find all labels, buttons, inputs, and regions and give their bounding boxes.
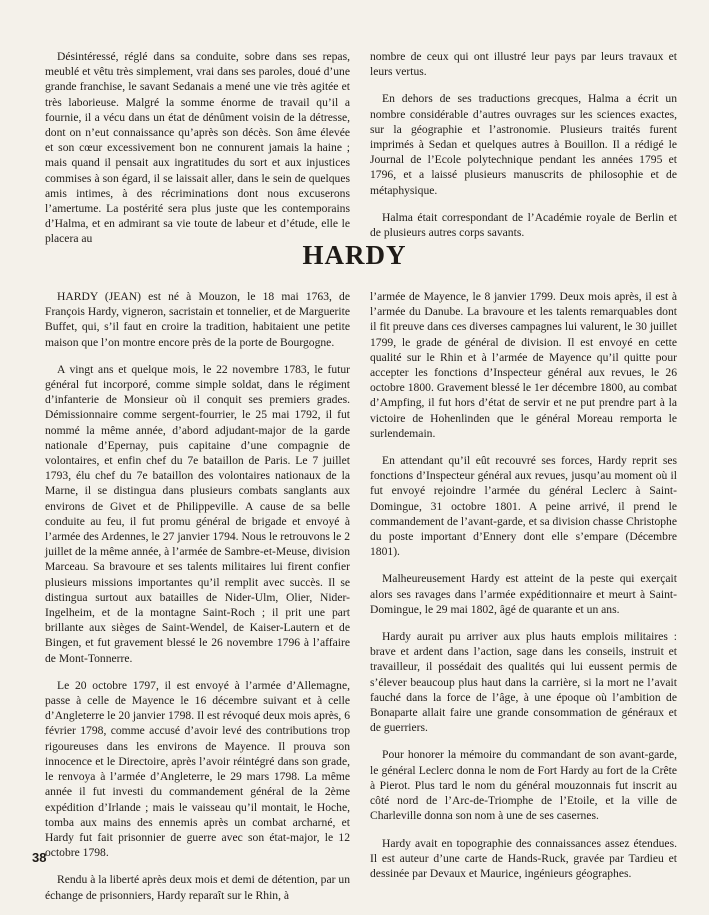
top-left-column [45,49,350,259]
paragraph: En dehors de ses traductions grecques, Halma a écrit un nombre considérable d’autres ouvrages sur les sciences exactes, sur la géographie et l’astronomie. Plusieurs traités furent imprimés à Sedan et quelques autres à Bouillon. Il a rédigé le Journal de l’Ecole polytechnique pendant les années 1795 et 1796, et a laissé plusieurs manuscrits de philosophie et de métaphysique. [370,92,677,197]
paragraph: Rendu à la liberté après deux mois et demi de détention, par un échange de prisonniers, Hardy reparaît sur le Rhin, à [45,873,350,902]
paragraph: Hardy aurait pu arriver aux plus hauts emplois militaires : brave et ardent dans l’action, sage dans les conseils, instruit et travailleur, il possédait des qualités qui lui eussent permis de s’élever beaucoup plus haut dans la carrière, si la mort ne l’avait fauché dans la force de l’âge, à une époque où l’ambition de Bonaparte allait faire une grande consommation de généraux et de guerriers. [370,630,677,735]
paragraph: Malheureusement Hardy est atteint de la peste qui exerçait alors ses ravages dans l’armée expéditionnaire et meurt à Saint-Domingue, le 29 mai 1802, âgé de quarante et un ans. [370,572,677,616]
top-right-column [370,49,677,252]
paragraph: l’armée de Mayence, le 8 janvier 1799. Deux mois après, il est à l’armée du Danube. La bravoure et les talents remarquables dont il fit preuve dans ces diverses campagnes lui valurent, le 30 juillet 1799, le grade de général de division. Il est envoyé en cette qualité sur le Rhin et à l’armée de Mayence qu’il quitte pour accepter les fonctions d’Inspecteur général aux revues, le 26 octobre 1800. Gravement blessé le 1er décembre 1800, au combat d’Ampfing, il fut hors d’état de servir et ne put prendre part à la victoire de Hohenlinden que le général Moreau remporta le surlendemain. [370,290,677,440]
paragraph: nombre de ceux qui ont illustré leur pays par leurs travaux et leurs vertus. [370,50,677,79]
main-left-column [45,289,350,915]
paragraph: A vingt ans et quelque mois, le 22 novembre 1783, le futur général fut incorporé, comme simple soldat, dans le régiment d’infanterie de Monsieur où il conquit ses premiers grades. Démissionnaire comme sergent-fourrier, le 25 mai 1792, il fut nommé la même année, d’abord adjudant-major de la garde nationale d’Epernay, puis capitaine d’une compagnie de volontaires, et enfin chef du 7e bataillon de Paris. Le 7 juillet 1793, élu chef du 7e bataillon des volontaires nationaux de la Marne, il se distingua dans plusieurs combats sanglants aux environs de Givet et de Philippeville. A cause de sa belle conduite au feu, il fut promu général de brigade et envoyé à l’armée des Ardennes, le 27 janvier 1794. Nous le retrouvons le 2 juillet de la même année, à l’armée de Sambre-et-Meuse, division Marceau. Sa bravoure et ses talents militaires lui firent confier plusieurs missions importantes qu’il remplit avec succès. Il se distingua surtout aux batailles de Nider-Ulm, Olier, Nider-Ingelheim, et de la montagne Saint-Roch ; il prit une part brillante aux sièges de Saint-Wendel, de Kaiser-Lautern et de Bingen, et fut gravement blessé le 26 novembre 1796 à l’affaire de Mont-Tonnerre. [45,362,350,665]
paragraph: En attendant qu’il eût recouvré ses forces, Hardy reprit ses fonctions d’Inspecteur général aux revues, jusqu’au moment où il fut envoyé rejoindre l’armée du général Leclerc à Saint-Domingue, 31 octobre 1801. A peine arrivé, il prend le commandement de l’avant-garde, et sa division chasse Christophe du poste important d’Ennery dont elle s’empare (Décembre 1801). [370,454,677,559]
section-title: HARDY [302,240,407,270]
paragraph: Pour honorer la mémoire du commandant de son avant-garde, le général Leclerc donna le nom de Fort Hardy au fort de la Crête à Pierot. Plus tard le nom du général mouzonnais fut inscrit au côté nord de l’Arc-de-Triomphe de l’Etoile, et la ville de Charleville donna son nom à une de ses casernes. [370,748,677,823]
paragraph: Désintéressé, réglé dans sa conduite, sobre dans ses repas, meublé et vêtu très simplement, vrai dans ses paroles, doué d’une grande franchise, le savant Sedanais a mené une vie très agitée et très laborieuse. Malgré la somme énorme de travail qu’il a fournie, il a vécu dans un état de dénûment voisin de la détresse, dont on n’eut connaissance qu’après son décès. Son âme élevée et son cœur excessivement bon ne connurent jamais la haine ; mais quand il pensait aux ingratitudes du sort et aux injustices commises à son égard, il se laissait aller, dans le sein de quelques amis intimes, à des récriminations dont nous excuserons l’amertume. La postérité sera plus juste que les contemporains d’Halma, et en admirant sa vie toute de labeur et d’étude, elle le placera au [45,50,350,246]
paragraph: Halma était correspondant de l’Académie royale de Berlin et de plusieurs autres corps savants. [370,210,677,240]
main-right-column [370,289,677,893]
paragraph: HARDY (JEAN) est né à Mouzon, le 18 mai 1763, de François Hardy, vigneron, sacristain et tonnelier, et de Marguerite Buffet, qui, s’il faut en croire la tradition, habitaient une petite maison que l’on montre encore près de la porte de Bourgogne. [45,290,350,349]
paragraph: Hardy avait en topographie des connaissances assez étendues. Il est auteur d’une carte de Hands-Ruck, gravée par Tardieu et dessinée par Devaux et Maurice, ingénieurs géographes. [370,836,677,880]
paragraph: Le 20 octobre 1797, il est envoyé à l’armée d’Allemagne, passe à celle de Mayence le 16 décembre suivant et à celle d’Angleterre le 20 janvier 1798. Il est révoqué deux mois après, 6 février 1798, comme accusé d’avoir levé des contributions trop rigoureuses dans les environs de Mayence. Il prouva son innocence et le Directoire, après l’avoir réintégré dans son grade, le renvoya à l’armée d’Angleterre, le 29 mars 1798. La même année il fut investi du commandement général de la 2ème expédition d’Irlande ; mais le vaisseau qu’il montait, le Hoche, tomba aux mains des ennemis après un combat archarné, et Hardy fut fait prisonnier de guerre avec son état-major, le 12 octobre 1798. [45,678,350,860]
page-number: 38 [32,850,47,865]
